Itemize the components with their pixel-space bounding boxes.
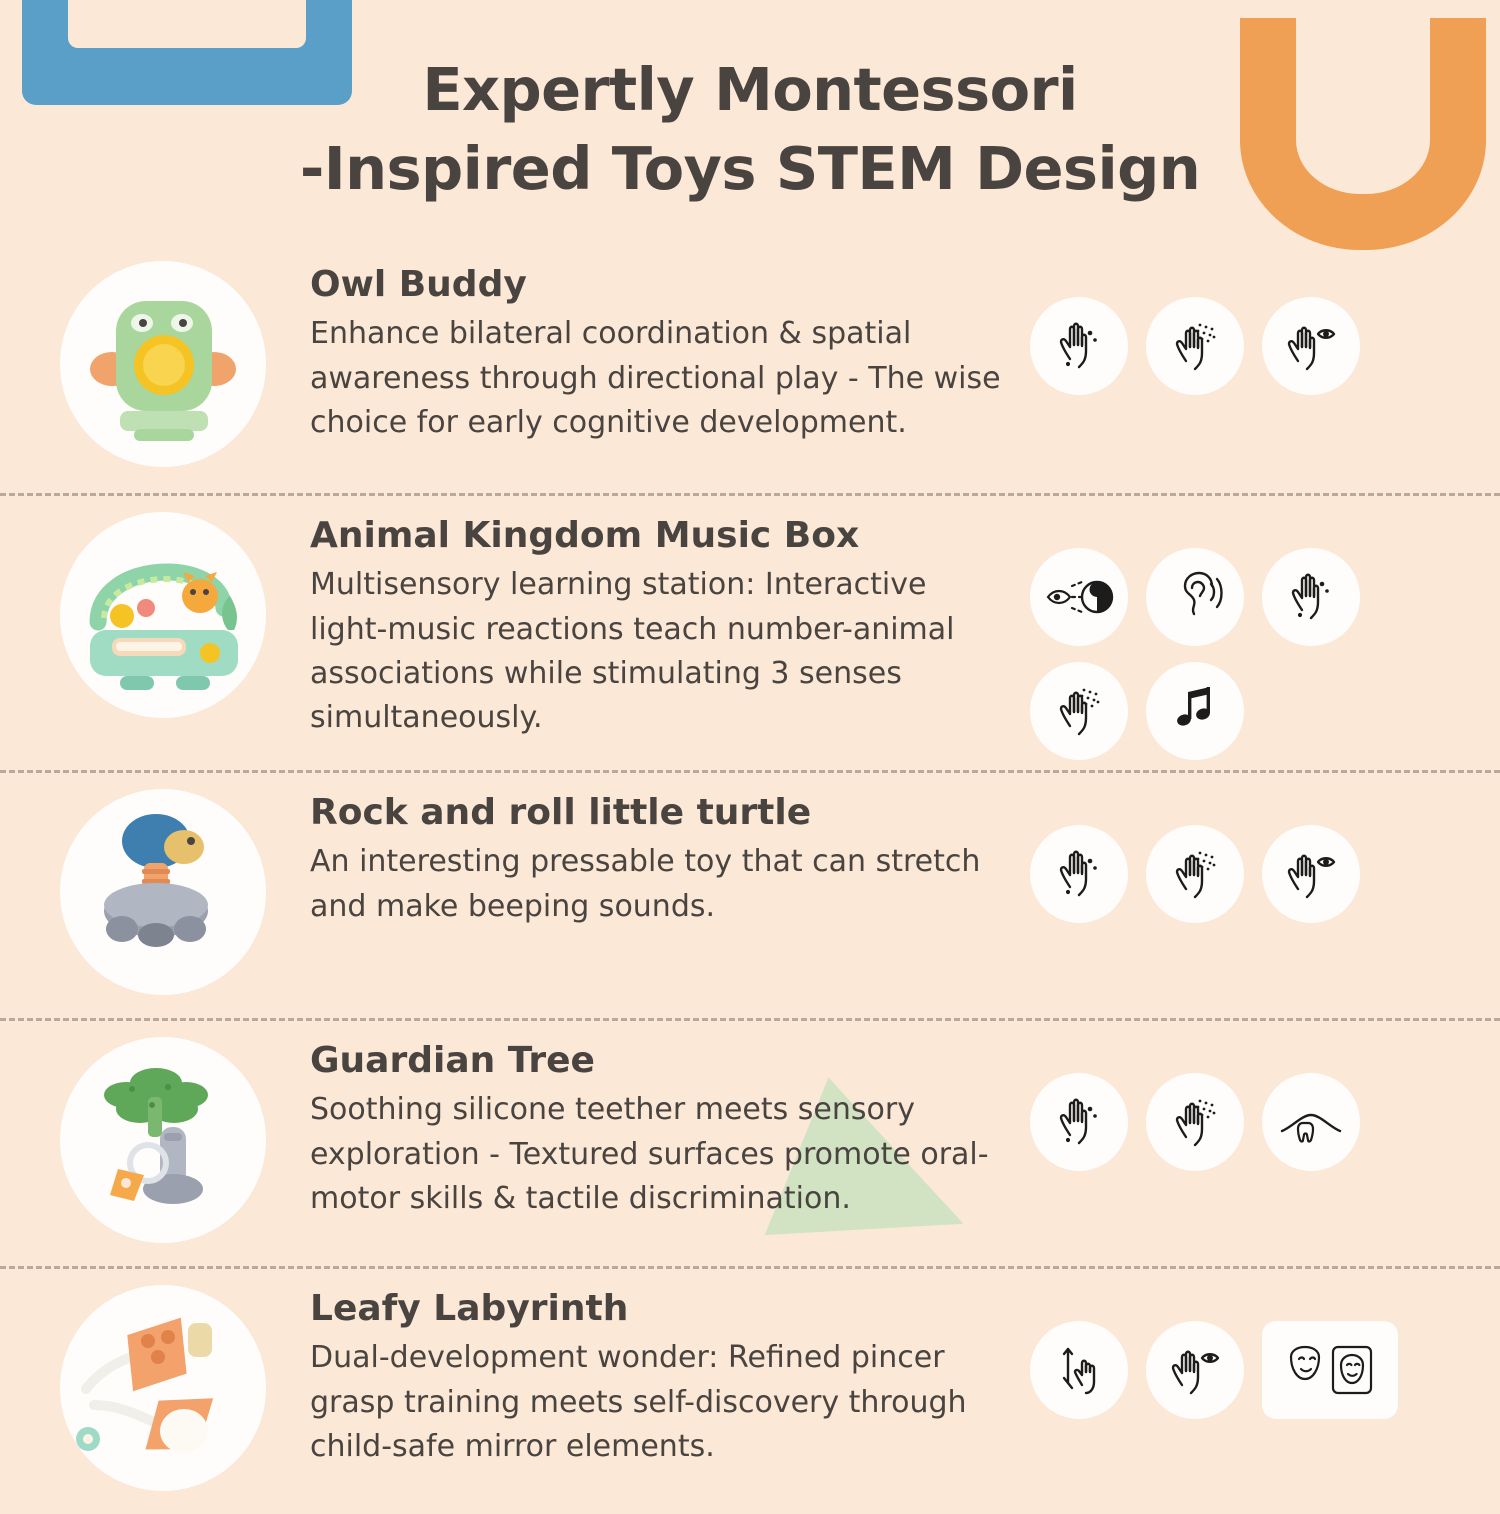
owl-buddy-toy-image: [60, 261, 266, 467]
product-title: Leafy Labyrinth: [310, 1288, 629, 1329]
product-title: Animal Kingdom Music Box: [310, 515, 860, 556]
hand-eye-icon: [1146, 1321, 1244, 1419]
list-item: [0, 493, 1500, 770]
product-title: Rock and roll little turtle: [310, 792, 812, 833]
turtle-icon: [60, 789, 266, 995]
owl-buddy-icon: [60, 261, 266, 467]
hand-texture-icon: [1146, 297, 1244, 395]
hand-texture-icon: [1146, 1073, 1244, 1171]
title-line-1: Expertly Montessori: [422, 55, 1078, 124]
tree-teether-icon: [60, 1037, 266, 1243]
pinch-pull-icon: [1030, 1321, 1128, 1419]
turtle-toy-image: [60, 789, 266, 995]
tooth-icon: [1262, 1073, 1360, 1171]
product-text: [266, 1279, 1030, 1469]
hand-eye-icon: [1262, 297, 1360, 395]
product-description: Soothing silicone teether meets sensory exploration - Textured surfaces promote oral-motor skills & tactile discrimination.: [310, 1092, 989, 1216]
product-description: Enhance bilateral coordination & spatial awareness through directional play - The wise choice for early cognitive development.: [310, 316, 1001, 440]
product-title: Owl Buddy: [310, 264, 527, 305]
page-title: [0, 50, 1500, 208]
product-text: [266, 255, 1030, 445]
hand-touch-icon: [1030, 825, 1128, 923]
hand-touch-icon: [1030, 297, 1128, 395]
benefit-badges: [1030, 255, 1460, 395]
product-description: An interesting pressable toy that can stretch and make beeping sounds.: [310, 844, 981, 924]
product-text: [266, 783, 1030, 929]
hand-touch-icon: [1030, 1073, 1128, 1171]
list-item: [0, 245, 1500, 493]
product-description: Multisensory learning station: Interactive light-music reactions teach number-animal associations while stimulating 3 senses simultaneously.: [310, 567, 955, 736]
hand-touch-icon: [1262, 548, 1360, 646]
face-mirror-icon: [1262, 1321, 1398, 1419]
tree-teether-toy-image: [60, 1037, 266, 1243]
list-item: [0, 770, 1500, 1018]
benefit-badges: [1030, 783, 1460, 923]
benefit-badges: [1030, 1279, 1460, 1419]
eye-contrast-icon: [1030, 548, 1128, 646]
list-item: [0, 1266, 1500, 1514]
ear-sound-icon: [1146, 548, 1244, 646]
hand-eye-icon: [1262, 825, 1360, 923]
benefit-badges: [1030, 506, 1460, 760]
product-text: [266, 506, 1030, 741]
benefit-badges: [1030, 1031, 1460, 1171]
product-text: [266, 1031, 1030, 1221]
list-item: [0, 1018, 1500, 1266]
leafy-labyrinth-toy-image: [60, 1285, 266, 1491]
hand-texture-icon: [1146, 825, 1244, 923]
music-box-toy-image: [60, 512, 266, 718]
hand-texture-icon: [1030, 662, 1128, 760]
product-list: [0, 245, 1500, 1514]
title-line-2: -Inspired Toys STEM Design: [299, 134, 1201, 204]
music-box-icon: [60, 512, 266, 718]
music-notes-icon: [1146, 662, 1244, 760]
product-title: Guardian Tree: [310, 1040, 595, 1081]
leafy-labyrinth-icon: [60, 1285, 266, 1491]
product-description: Dual-development wonder: Refined pincer grasp training meets self-discovery through child-safe mirror elements.: [310, 1340, 967, 1464]
